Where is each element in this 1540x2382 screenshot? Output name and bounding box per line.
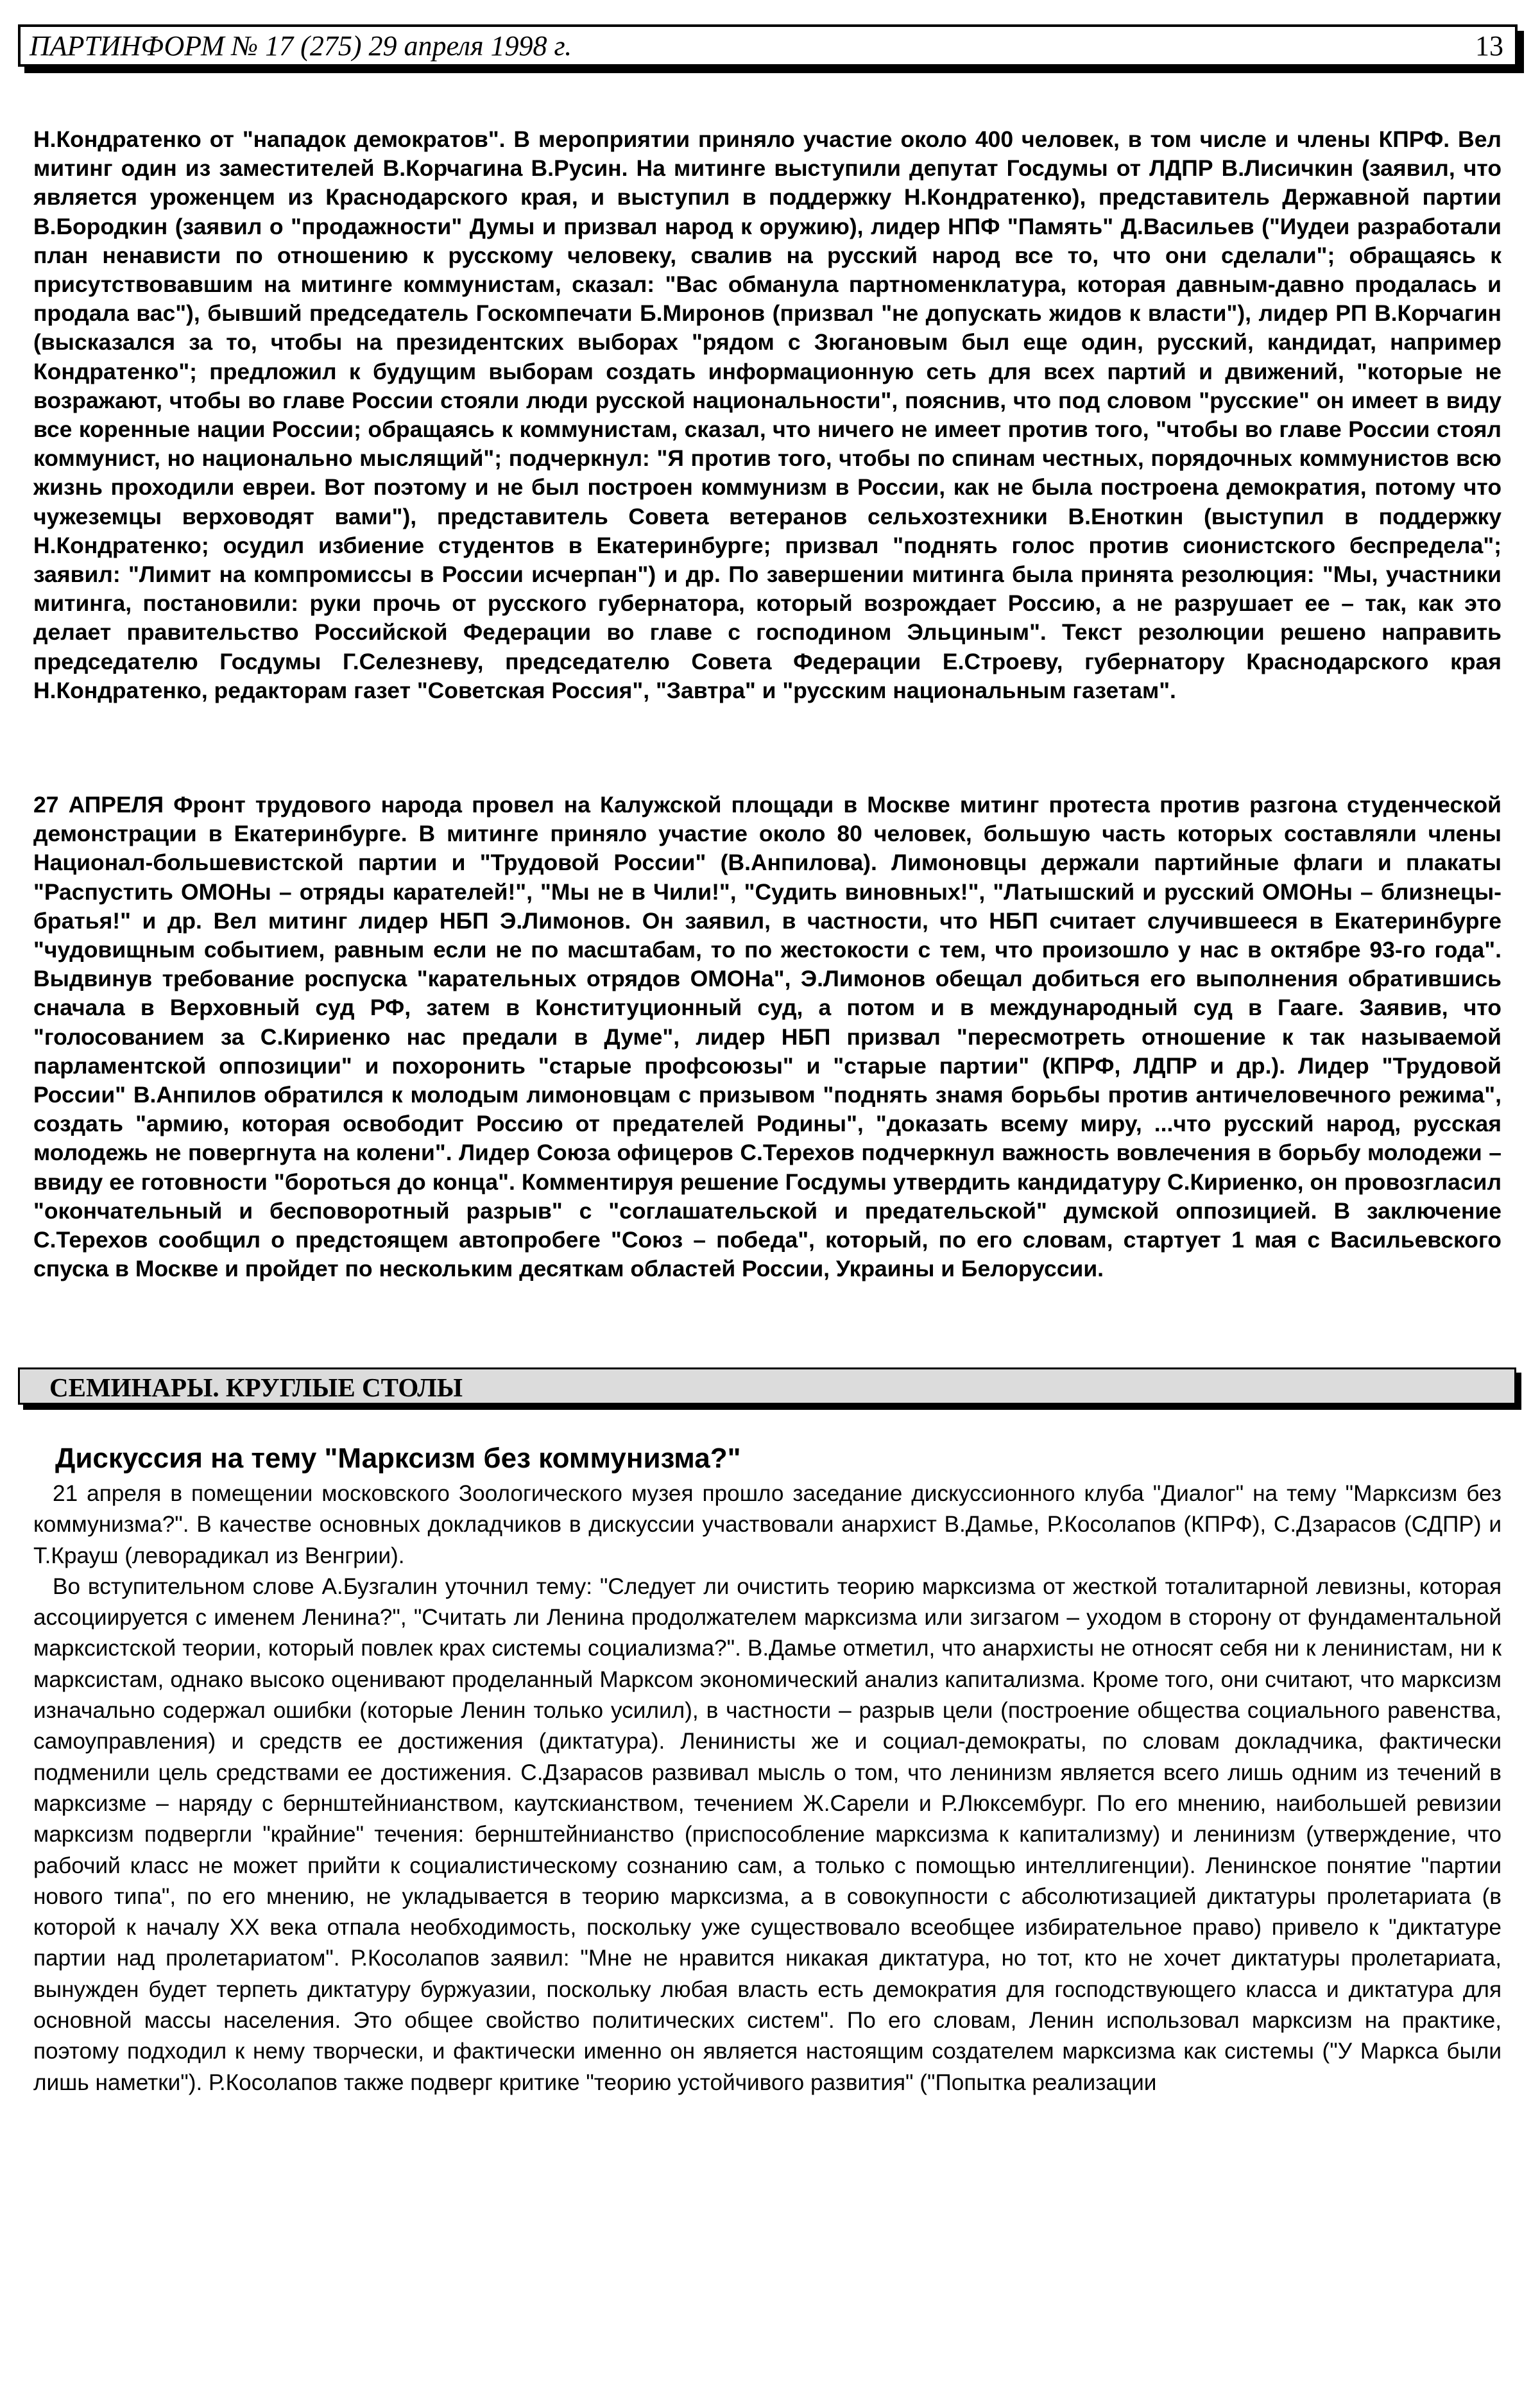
article-continuation-text: Н.Кондратенко от "нападок демократов". В мероприятии приняло участие около 400 человек, в том числе и члены КПРФ. Вел митинг один из заместителей В.Корчагина В.Русин. На митинге выступили депутат Госдумы от ЛДПР В.Лисичкин (заявил, что является уроженцем из Краснодарского края, и выступил в поддержку Н.Кондратенко), представитель Державной партии В.Бородкин (заявил о "продажности" Думы и призвал народ к оружию), лидер НПФ "Память" Д.Васильев ("Иудеи разработали план ненависти по отношению к русскому человеку, свалив на русский народ все то, что они сделали"; обращаясь к присутствовавшим на митинге коммунистам, сказал: "Вас обманула партноменклатура, которая давным-давно продалась и продала вас"), бывший председатель Госкомпечати Б.Миронов (призвал "не допускать жидов к власти"), лидер РП В.Корчагин (высказался за то, чтобы на президентских выборах "рядом с Зюгановым был еще один, русский, кандидат, например Кондратенко"; предложил к будущим выборам создать информационную сеть для всех партий и движений, "которые не возражают, чтобы во главе России стояли люди русской национальности", пояснив, что под словом "русские" он имеет в виду все коренные нации России; обращаясь к коммунистам, сказал, что ничего не имеет против того, "чтобы во главе России стоял коммунист, но национально мыслящий"; подчеркнул: "Я против того, чтобы по спинам честных, порядочных коммунистов всю жизнь проходили евреи. Вот поэтому и не был построен коммунизм в России, как не была построена демократия, потому что чужеземцы верховодят вами"), представитель Совета ветеранов сельхозтехники В.Еноткин (выступил в поддержку Н.Кондратенко; осудил избиение студентов в Екатеринбурге; призвал "поднять голос против сионистского беспредела"; заявил: "Лимит на компромиссы в России исчерпан") и др. По завершении митинга была принята резолюция: "Мы, участники митинга, постановили: руки прочь от русского губернатора, который возрождает Россию, а не разрушает ее – так, как это делает правительство Российской Федерации во главе с господином Эльциным". Текст резолюции решено направить председателю Госдумы Г.Селезневу, председателю Совета Федерации Е.Строеву, губернатору Краснодарского края Н.Кондратенко, редакторам газет "Советская Россия", "Завтра" и "русским национальным газетам". bbox=[33, 126, 1502, 703]
section-title: СЕМИНАРЫ. КРУГЛЫЕ СТОЛЫ bbox=[49, 1373, 463, 1402]
article-title: Дискуссия на тему "Марксизм без коммунизма?" bbox=[55, 1443, 741, 1474]
section-header bbox=[18, 1367, 1516, 1405]
article-body bbox=[33, 1478, 1502, 2098]
page-number: 13 bbox=[1475, 30, 1503, 62]
page-header bbox=[18, 24, 1518, 67]
article-paragraph: 21 апреля в помещении московского Зоологического музея прошло заседание дискуссионного клуба "Диалог" на тему "Марксизм без коммунизма?". В качестве основных докладчиков в дискуссии участвовали анархист В.Дамье, Р.Косолапов (КПРФ), С.Дзарасов (СДПР) и Т.Крауш (леворадикал из Венгрии). bbox=[33, 1481, 1502, 1568]
article-paragraph: Во вступительном слове А.Бузгалин уточнил тему: "Следует ли очистить теорию марксизма от жесткой тоталитарной левизны, которая ассоциируется с именем Ленина?", "Считать ли Ленина продолжателем марксизма или зигзагом – уходом в сторону от фундаментальной марксистской теории, который повлек крах системы социализма?". В.Дамье отметил, что анархисты не относят себя ни к ленинистам, ни к марксистам, однако высоко оценивают проделанный Марксом экономический анализ капитализма. Кроме того, они считают, что марксизм изначально содержал ошибки (которые Ленин только усилил), в частности – разрыв цели (построение общества социального равенства, самоуправления) и средств ее достижения (диктатура). Ленинисты же и социал-демократы, по словам докладчика, фактически подменили цель средствами ее достижения. С.Дзарасов развивал мысль о том, что ленинизм является всего лишь одним из течений в марксизме – наряду с бернштейнианством, каутскианством, течением Ж.Сарели и Р.Люксембург. По его мнению, наибольшей ревизии марксизм подвергли "крайние" течения: бернштейнианство (приспособление марксизма к капитализму) и ленинизм (утверждение, что рабочий класс не может прийти к социалистическому сознанию сам, а только с помощью интеллигенции). Ленинское понятие "партии нового типа", по его мнению, не укладывается в теорию марксизма, а в совокупности с абсолютизацией диктатуры пролетариата (в которой к началу XX века отпала необходимость, поскольку уже существовало всеобщее избирательное право) привело к "диктатуре партии над пролетариатом". Р.Косолапов заявил: "Мне не нравится никакая диктатура, но тот, кто не хочет диктатуры пролетариата, вынужден будет терпеть диктатуру буржуазии, поскольку любая власть есть демократия для господствующего класса и диктатура для основной массы населения. Это общее свойство политических систем". По его словам, Ленин использовал марксизм на практике, поэтому подходил к нему творчески, и фактически именно он является настоящим создателем марксизма как системы ("У Маркса были лишь наметки"). Р.Косолапов также подверг критике "теорию устойчивого развития" ("Попытка реализации bbox=[33, 1573, 1502, 2095]
publication-title: ПАРТИНФОРМ № 17 (275) 29 апреля 1998 г. bbox=[30, 30, 572, 62]
article-april-27-text: 27 АПРЕЛЯ Фронт трудового народа провел на Калужской площади в Москве митинг протеста против разгона студенческой демонстрации в Екатеринбурге. В митинге приняло участие около 80 человек, большую часть которых составляли члены Национал-большевистской партии и "Трудовой России" (В.Анпилова). Лимоновцы держали партийные флаги и плакаты "Распустить ОМОНы – отряды карателей!", "Мы не в Чили!", "Судить виновных!", "Латышский и русский ОМОНы – близнецы-братья!" и др. Вел митинг лидер НБП Э.Лимонов. Он заявил, в частности, что НБП считает случившееся в Екатеринбурге "чудовищным событием, равным если не по масштабам, то по жестокости с тем, что произошло у нас в октябре 93-го года". Выдвинув требование роспуска "карательных отрядов ОМОНа", Э.Лимонов обещал добиться его выполнения обратившись сначала в Верховный суд РФ, затем в Конституционный суд, а потом и в международный суд в Гааге. Заявив, что "голосованием за С.Кириенко нас предали в Думе", лидер НБП призвал "пересмотреть отношение к так называемой парламентской оппозиции" и похоронить "старые профсоюзы" и "старые партии" (КПРФ, ЛДПР и др.). Лидер "Трудовой России" В.Анпилов обратился к молодым лимоновцам с призывом "поднять знамя борьбы против античеловечного режима", создать "армию, которая освободит Россию от предателей Родины", "доказать всему миру, ...что русский народ, русская молодежь не повергнута на колени". Лидер Союза офицеров С.Терехов подчеркнул важность вовлечения в борьбу молодежи – ввиду ее готовности "бороться до конца". Комментируя решение Госдумы утвердить кандидатуру С.Кириенко, он провозгласил "окончательный и бесповоротный разрыв" с "соглашательской и предательской" думской оппозицией. В заключение С.Терехов сообщил о предстоящем автопробеге "Союз – победа", который, по его словам, стартует 1 мая с Васильевского спуска в Москве и пройдет по нескольким десяткам областей России, Украины и Белоруссии. bbox=[33, 792, 1502, 1282]
